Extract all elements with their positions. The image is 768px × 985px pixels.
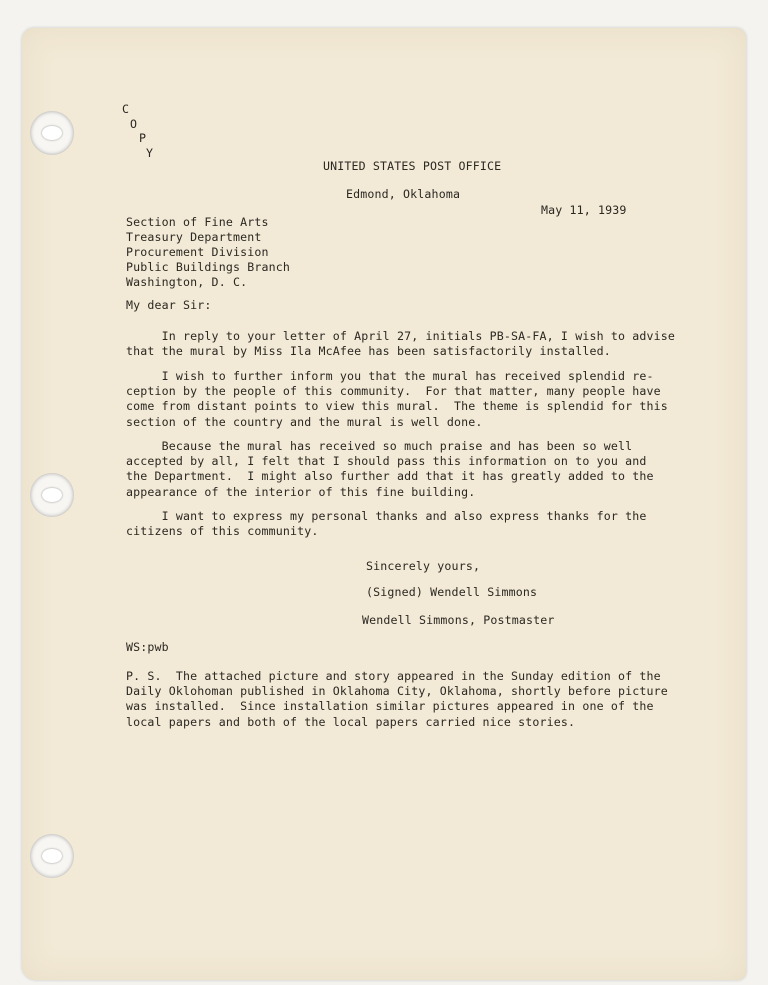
copy-mark-letter: C <box>122 102 130 116</box>
recipient-line: Procurement Division <box>126 245 269 259</box>
recipient-line: Washington, D. C. <box>126 275 248 289</box>
recipient-line: Public Buildings Branch <box>126 260 290 274</box>
recipient-line: Treasury Department <box>126 230 262 244</box>
letter-date: May 11, 1939 <box>541 203 627 217</box>
salutation: My dear Sir: <box>126 298 212 312</box>
signature-title: Wendell Simmons, Postmaster <box>362 613 555 627</box>
punch-hole <box>30 111 74 155</box>
copy-mark-letter: Y <box>146 146 154 160</box>
recipient-line: Section of Fine Arts <box>126 215 269 229</box>
postscript: P. S. The attached picture and story appeared in the Sunday edition of the Daily Oklohoman published in Oklahoma City, Oklahoma, shortly before picture was installed. Since installation similar pictures appeared in one of the local papers and both of the local papers carried nice stories. <box>126 669 668 729</box>
copy-mark-letter: O <box>130 117 138 131</box>
closing: Sincerely yours, <box>366 559 481 573</box>
letterhead-office: UNITED STATES POST OFFICE <box>323 159 502 173</box>
punch-hole <box>30 473 74 517</box>
letterhead-location: Edmond, Oklahoma <box>346 187 461 201</box>
signed-line: (Signed) Wendell Simmons <box>366 585 538 599</box>
punch-hole <box>30 834 74 878</box>
body-paragraph: In reply to your letter of April 27, initials PB-SA-FA, I wish to advise that the mural by Miss Ila McAfee has been satisfactorily installed. <box>126 329 676 359</box>
copy-mark-letter: P <box>139 131 147 145</box>
body-paragraph: I want to express my personal thanks and also express thanks for the citizens of this community. <box>126 509 647 539</box>
body-paragraph: I wish to further inform you that the mural has received splendid re- ception by the people of this community. For that matter, many people have come from distant points to view this mural. The theme is splendid for this section of the country and the mural is well done. <box>126 369 668 429</box>
typist-initials: WS:pwb <box>126 640 169 654</box>
body-paragraph: Because the mural has received so much praise and has been so well accepted by all, I felt that I should pass this information on to you and the Department. I might also further add that it has greatly added to the appearance of the interior of this fine building. <box>126 439 654 499</box>
